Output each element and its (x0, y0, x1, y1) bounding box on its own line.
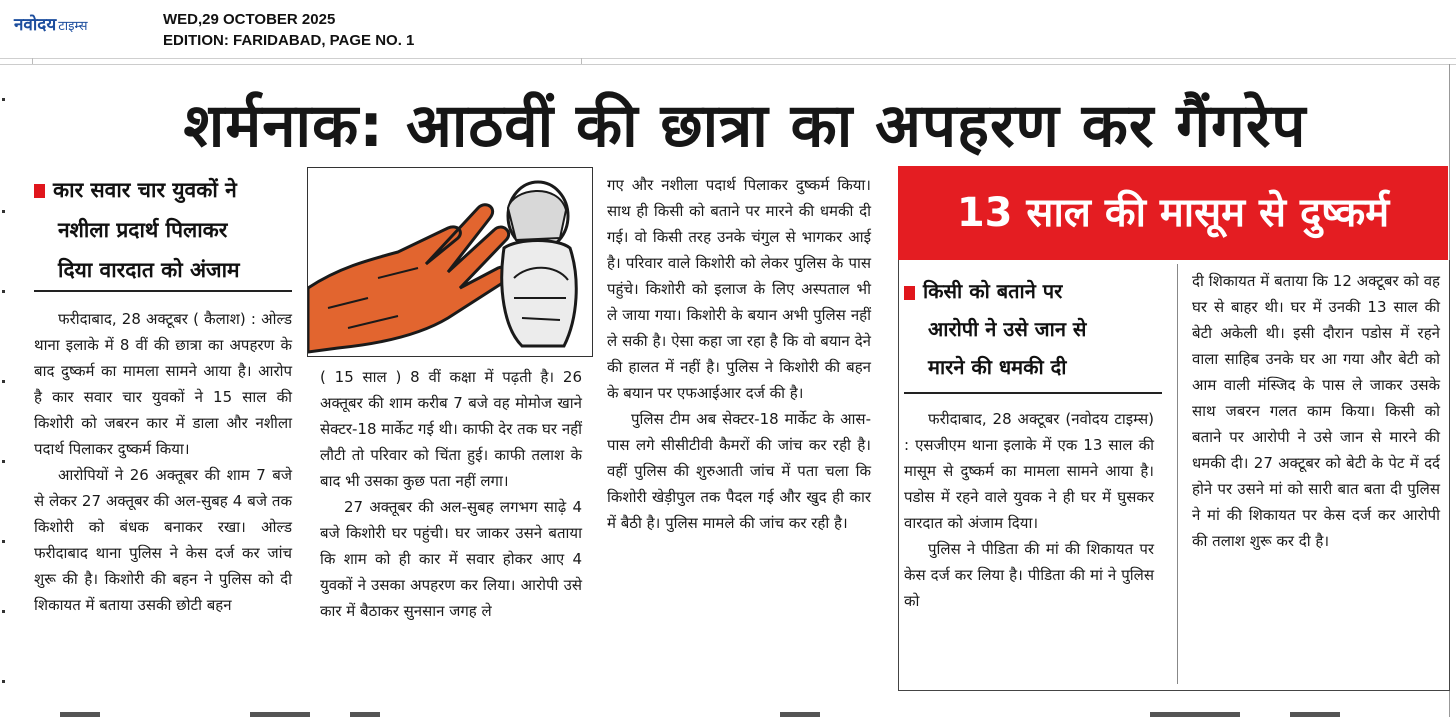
story1-subhead-line: दिया वारदात को अंजाम (58, 258, 240, 282)
story2-subhead-line: आरोपी ने उसे जान से (928, 317, 1087, 341)
paragraph: पुलिस ने पीडिता की मां की शिकायत पर केस दर्ज कर लिया है। पीडिता की मां ने पुलिस को (904, 540, 1154, 610)
crime-illustration-image (307, 167, 593, 357)
bullet-square-icon (904, 286, 915, 300)
main-headline: शर्मनाक: आठवीं की छात्रा का अपहरण कर गैंगरेप (183, 91, 1307, 161)
paragraph: आरोपियों ने 26 अक्तूबर की शाम 7 बजे से लेकर 27 अक्तूबर की अल-सुबह 4 बजे तक किशोरी को बंधक बनाकर रखा। ओल्ड फरीदाबाद थाना पुलिस ने केस दर्ज कर जांच शुरू की है। किशोरी की बहन ने पुलिस को दी शिकायत में बताया उसकी छोटी बहन (34, 466, 292, 614)
paragraph: पुलिस टीम अब सेक्टर-18 मार्केट के आस-पास लगे सीसीटीवी कैमरों की जांच कर रही है। वहीं पुलिस की शुरुआती जांच में पता चला कि किशोरी खेड़ीपुल तक पैदल गई और खुद ही कार में बैठी है। पुलिस मामले की जांच कर रही है। (607, 410, 871, 532)
story2-subhead-line: किसी को बताने पर (904, 272, 1162, 310)
newspaper-logo[interactable] (14, 12, 88, 35)
paragraph: फरीदाबाद, 28 अक्टूबर ( कैलाश) : ओल्ड थाना इलाके में 8 वीं की छात्रा का अपहरण के बाद दुष्कर्म का मामला सामने आया है। आरोप है कार सवार चार युवकों ने 15 साल की किशोरी को जबरन कार में डाला और नशीला पदार्थ पिलाकर दुष्कर्म किया। (34, 310, 292, 458)
story2-column-divider (1177, 264, 1178, 684)
story2-column-1 (904, 406, 1154, 614)
page-top-divider (0, 64, 1456, 65)
story2-headline: 13 साल की मासूम से दुष्कर्म (898, 166, 1448, 260)
story1-subhead-line: कार सवार चार युवकों ने (34, 170, 292, 210)
logo-text: नवोदय (14, 15, 57, 35)
story1-subhead (34, 170, 292, 290)
page-right-edge (1449, 64, 1456, 717)
paragraph: दी शिकायत में बताया कि 12 अक्टूबर को वह घर से बाहर थी। घर में उनकी 13 साल की बेटी अकेली थी। इसी दौरान पडोस में रहने वाला साहिब उनके घर आ गया और बेटी को आम वाली मंस्जिद के पास ले जाकर उसके साथ जबरन गलत काम किया। किसी को बताने पर आरोपी ने उसे जान से मारने की धमकी दी। 27 अक्टूबर को बेटी के पेट में दर्द होने पर उसने मां को सारी बात बता दी पुलिस ने मां की शिकायत पर केस दर्ज कर आरोपी की तलाश शुरू कर दी है। (1192, 272, 1440, 550)
paragraph: फरीदाबाद, 28 अक्टूबर (नवोदय टाइम्स) : एसजीएम थाना इलाके में एक 13 साल की मासूम से दुष्कर्म का मामला सामने आया है। पडोस में रहने वाले युवक ने ही घर में घुसकर वारदात को अंजाम दिया। (904, 410, 1154, 532)
story2-subhead-line: मारने की धमकी दी (928, 355, 1067, 379)
logo-subtext: टाइम्स (58, 19, 88, 34)
story1-column-2 (320, 364, 582, 624)
left-margin-marks (0, 90, 10, 690)
story2-subhead-rule (904, 392, 1162, 394)
story1-subhead-line: नशीला प्रदार्थ पिलाकर (58, 218, 228, 242)
edition-label: EDITION: FARIDABAD, PAGE NO. 1 (163, 32, 415, 49)
story1-subhead-rule (34, 290, 292, 292)
story1-column-3 (607, 172, 871, 536)
story1-column-1 (34, 306, 292, 618)
story2-subhead (904, 272, 1162, 386)
edition-info (163, 9, 414, 51)
paragraph: गए और नशीला पदार्थ पिलाकर दुष्कर्म किया। साथ ही किसी को बताने पर मारने की धमकी दी गई। वो किसी तरह उनके चंगुल से भागकर आई है। परिवार वाले किशोरी को लेकर पुलिस के पास पहुंचे। किशोरी को इलाज के लिए अस्पताल भी ले जाया गया। किशोरी के बयान अभी पुलिस नहीं ले सकी है। ऐसा कहा जा रहा है कि वो बयान देने की हालत में नहीं है। पुलिस ने किशोरी की बहन के बयान पर एफआईआर दर्ज की है। (607, 176, 871, 402)
next-story-strip (0, 708, 1456, 717)
publication-date: WED,29 OCTOBER 2025 (163, 11, 336, 28)
story2-column-2 (1192, 268, 1440, 554)
paragraph: ( 15 साल ) 8 वीं कक्षा में पढ़ती है। 26 अक्तूबर की शाम करीब 7 बजे वह मोमोज खाने सेक्टर-18 मार्केट गई थी। काफी देर तक घर नहीं लौटी तो परिवार को चिंता हुई। काफी तलाश के बाद भी उसका कुछ पता नहीं लगा। (320, 368, 582, 490)
paragraph: 27 अक्तूबर की अल-सुबह लगभग साढ़े 4 बजे किशोरी घर पहुंची। घर जाकर उसने बताया कि शाम को ही कार में सवार होकर आए 4 युवकों ने उसका अपहरण कर लिया। आरोपी उसे कार में बैठाकर सुनसान जगह ले (320, 498, 582, 620)
bullet-square-icon (34, 184, 45, 198)
illustration-svg (308, 168, 592, 356)
masthead-bar (0, 0, 1456, 59)
